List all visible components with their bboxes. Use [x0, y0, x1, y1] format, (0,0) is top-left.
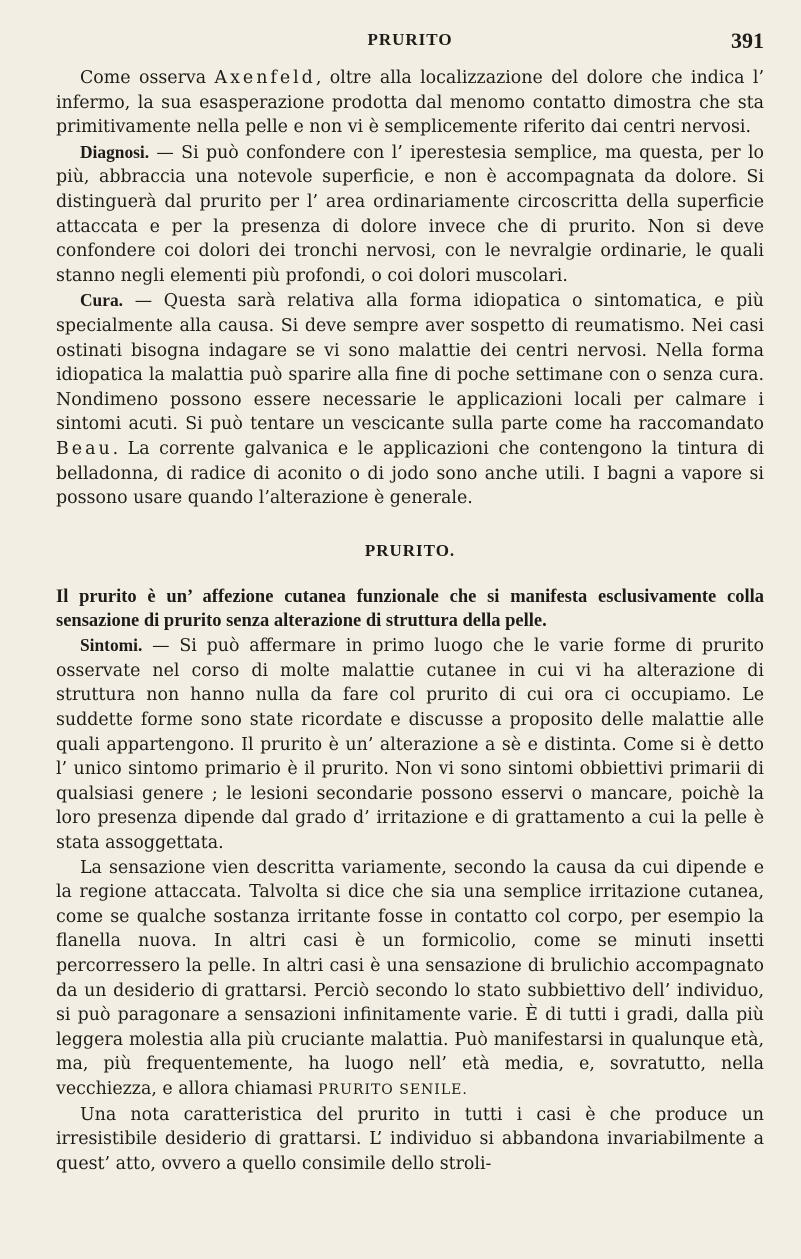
paragraph-sensazione: La sensazione vien descritta variamente, secondo la causa da cui dipende e la regione attaccata. Talvolta si dice che sia una semplice irritazione cutanea, come se qualche sostanza irritante fosse in contatto col corpo, per esempio la flanella nuova. In altri casi è un formicolio, come se minuti insetti percorressero la pelle. In altri casi è una sensazione di brulichio accompagnato da un desiderio di grattarsi. Perciò secondo lo stato subbiettivo dell’ individuo, si può paragonare a sensazioni infinitamente varie. È di tutti i gradi, dalla più leggera molestia alla più cruciante malattia. Può manifestarsi in qualunque età, ma, più frequentemente, ha luogo nell’ età media, e, sovratutto, nella vecchiezza, e allora chiamasi PRURITO SENILE. [56, 857, 764, 1099]
book-page [56, 28, 764, 1176]
paragraph-sintomi: Sintomi. — Si può affermare in primo luogo che le varie forme di prurito osservate nel corso di molte malattie cutanee in cui vi ha alterazione di struttura non hanno nulla da fare col prurito di cui ora ci occupiamo. Le suddette forme sono state ricordate e discusse a proposito delle malattie alle quali appartengono. Il prurito è un’ alterazione a sè e distinta. Come si è detto l’ unico sintomo primario è il prurito. Non vi sono sintomi obbiettivi primarii di qualsiasi genere ; le lesioni secondarie possono esservi o mancare, poichè la loro presenza dipende dal grado d’ irritazione e di grattamento a cui la pelle è stata assoggettata. [56, 635, 764, 854]
author-name: Beau [56, 438, 113, 459]
inline-subhead: PRURITO SENILE. [318, 1081, 468, 1098]
definition-lead: Il prurito è un’ affezione cutanea funzionale che si manifesta esclusivamente colla sensazione di prurito senza alterazione di struttura della pelle. [56, 587, 764, 632]
run-in-heading-cura: Cura. [80, 290, 123, 311]
paragraph-cura: Cura. — Questa sarà relativa alla forma idiopatica o sintomatica, e più specialmente alla causa. Si deve sempre aver sospetto di reumatismo. Nei casi ostinati bisogna indagare se vi sono malattie dei centri nervosi. Nella forma idiopatica la malattia può sparire alla fine di poche settimane con o senza cura. Nondimeno possono essere necessarie le applicazioni locali per calmare i sintomi acuti. Si può tentare un vescicante sulla parte come ha raccomandato Beau. La corrente galvanica e le applicazioni che contengono la tintura di belladonna, di radice di aconito o di jodo sono anche utili. I bagni a vapore si possono usare quando l’alterazione è generale. [56, 290, 764, 509]
paragraph-diagnosi: Diagnosi. — Si può confondere con l’ iperestesia semplice, ma questa, per lo più, abbraccia una notevole superficie, e non è accompagnata da dolore. Si distinguerà dal prurito per l’ area ordinariamente circoscritta della superficie attaccata e per la presenza di dolore invece che di prurito. Non si deve confondere coi dolori dei tronchi nervosi, con le nevralgie ordinarie, le quali stanno negli elementi più profondi, o coi dolori muscolari. [56, 141, 764, 286]
run-in-heading-diagnosi: Diagnosi. [80, 141, 150, 162]
paragraph-axenfeld: Come osserva Axenfeld, oltre alla localizzazione del dolore che indica l’ infermo, la sua esasperazione prodotta dal menomo contatto dimostra che sta primitivamente nella pelle e non vi è semplicemente riferito dai centri nervosi. [56, 68, 764, 138]
paragraph-nota: Una nota caratteristica del prurito in tutti i casi è che produce un irresistibile desiderio di grattarsi. L’ individuo si abbandona invariabilmente a quest’ atto, ovvero a quello consimile dello stroli- [56, 1104, 764, 1174]
page-number: 391 [731, 28, 764, 53]
body-text [56, 66, 764, 1176]
run-in-heading-sintomi: Sintomi. [80, 635, 143, 656]
running-title: PRURITO [367, 30, 453, 49]
section-title: PRURITO. [364, 540, 456, 560]
author-name: Axenfeld [214, 68, 316, 88]
running-head [56, 28, 764, 54]
